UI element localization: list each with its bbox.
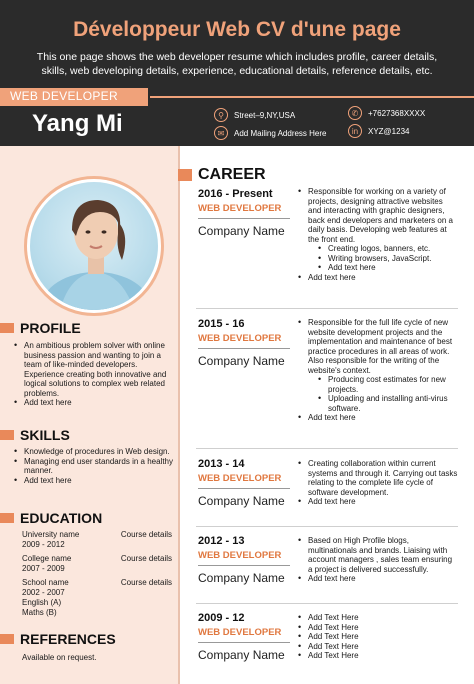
references-title: REFERENCES — [20, 631, 116, 647]
contact-address-text: Street–9,NY,USA — [234, 110, 296, 120]
school-years: 2007 - 2009 — [22, 564, 65, 573]
list-item: • Managing end user standards in a healthy manner. — [14, 457, 174, 476]
list-item: • An ambitious problem solver with online business passion and wanting to join a team of like-minded developers. Experience creating both innovative and logical solutions to complex web related problems. — [14, 341, 174, 398]
role-underline — [198, 488, 290, 489]
course-details: Course details — [120, 578, 172, 587]
school-name: University name — [22, 530, 80, 539]
course-details: Course details — [120, 554, 172, 563]
grade-english: English (A) — [22, 598, 62, 607]
list-item: • Creating logos, banners, etc. — [318, 244, 458, 254]
references-heading — [0, 631, 116, 647]
career-years: 2015 - 16 — [198, 318, 245, 330]
page-subtitle: This one page shows the web developer resume which includes profile, career details, skills, web developing details, experience, educational details, reference details, etc. — [36, 51, 438, 77]
profile-list — [14, 341, 174, 408]
career-company: Company Name — [198, 571, 285, 585]
section-marker — [0, 634, 14, 644]
career-company: Company Name — [198, 494, 285, 508]
role-underline — [198, 642, 290, 643]
contact-linkedin-text: XYZ@1234 — [368, 126, 410, 136]
header-divider — [150, 96, 474, 98]
list-item: • Responsible for working on a variety of projects, designing attractive websites and interacting with graphic designers, back end developers and marketers on a daily basis. Developing web features at the front end. — [298, 187, 458, 244]
school-name: School name — [22, 578, 69, 587]
person-name: Yang Mi — [32, 110, 123, 137]
page-title: Développeur Web CV d'une page — [73, 18, 401, 41]
career-role: WEB DEVELOPER — [198, 203, 282, 214]
list-item: • Producing cost estimates for new projects. — [318, 375, 458, 394]
career-description — [298, 613, 458, 661]
role-underline — [198, 218, 290, 219]
grade-maths: Maths (B) — [22, 608, 57, 617]
contact-address — [214, 108, 295, 122]
career-title: CAREER — [198, 166, 266, 183]
entry-divider — [196, 526, 458, 527]
list-item: • Knowledge of procedures in Web design. — [14, 447, 174, 457]
list-item: • Uploading and installing anti-virus software. — [318, 394, 458, 413]
column-divider — [178, 146, 180, 684]
avatar-illustration — [30, 182, 158, 310]
list-item: • Add Text Here — [298, 623, 458, 633]
career-company: Company Name — [198, 354, 285, 368]
education-row — [22, 554, 172, 574]
section-marker — [0, 430, 14, 440]
list-item: • Add text here — [14, 398, 174, 408]
list-item: • Add text here — [298, 574, 458, 584]
section-marker — [0, 513, 14, 523]
list-item: • Add text here — [14, 476, 174, 486]
career-role: WEB DEVELOPER — [198, 333, 282, 344]
career-description — [298, 536, 458, 584]
career-role: WEB DEVELOPER — [198, 627, 282, 638]
career-heading — [178, 166, 266, 184]
career-company: Company Name — [198, 224, 285, 238]
list-item: • Add text here — [298, 497, 458, 507]
entry-divider — [196, 308, 458, 309]
list-item: • Add text here — [298, 273, 458, 283]
career-years: 2016 - Present — [198, 188, 273, 200]
skills-heading — [0, 427, 70, 443]
career-years: 2009 - 12 — [198, 612, 245, 624]
education-heading — [0, 510, 102, 526]
contact-linkedin — [348, 124, 409, 138]
profile-heading — [0, 320, 81, 336]
list-item: • Add text here — [318, 263, 458, 273]
list-item: • Add Text Here — [298, 613, 458, 623]
entry-divider — [196, 448, 458, 449]
section-marker — [0, 323, 14, 333]
school-years: 2002 - 2007 — [22, 588, 65, 597]
education-row — [22, 578, 172, 618]
school-years: 2009 - 2012 — [22, 540, 65, 549]
section-marker — [178, 169, 192, 181]
skills-list — [14, 447, 174, 485]
phone-icon: ✆ — [348, 106, 362, 120]
role-underline — [198, 565, 290, 566]
career-description — [298, 318, 458, 423]
mail-icon: ✉ — [214, 126, 228, 140]
career-description — [298, 187, 458, 282]
education-title: EDUCATION — [20, 510, 103, 526]
education-row — [22, 530, 172, 550]
profile-title: PROFILE — [20, 320, 81, 336]
contact-phone-text: +7627368XXXX — [368, 108, 426, 118]
list-item: • Add Text Here — [298, 642, 458, 652]
career-years: 2013 - 14 — [198, 458, 245, 470]
contact-mail-text: Add Mailing Address Here — [234, 128, 327, 138]
list-item: • Add Text Here — [298, 632, 458, 642]
references-text: Available on request. — [22, 653, 97, 662]
list-item: • Add Text Here — [298, 651, 458, 661]
location-icon: ⚲ — [214, 108, 228, 122]
list-item: • Add text here — [298, 413, 458, 423]
linkedin-icon: in — [348, 124, 362, 138]
career-company: Company Name — [198, 648, 285, 662]
course-details: Course details — [120, 530, 172, 539]
contact-mail — [214, 126, 327, 140]
skills-title: SKILLS — [20, 427, 70, 443]
profile-photo — [30, 182, 158, 310]
career-description — [298, 459, 458, 507]
role-tag: WEB DEVELOPER — [10, 89, 118, 103]
career-role: WEB DEVELOPER — [198, 550, 282, 561]
list-item: • Based on High Profile blogs, multinationals and brands. Liaising with account managers , sales team ensuring a project is delivered successfully. — [298, 536, 458, 574]
contact-phone — [348, 106, 425, 120]
school-name: College name — [22, 554, 72, 563]
list-item: • Writing browsers, JavaScript. — [318, 254, 458, 264]
career-role: WEB DEVELOPER — [198, 473, 282, 484]
list-item: • Responsible for the full life cycle of new website development projects and the implementation and maintenance of best practice procedures in all areas of work. Also responsible for the writing of the website's context. — [298, 318, 458, 375]
role-underline — [198, 348, 290, 349]
career-years: 2012 - 13 — [198, 535, 245, 547]
entry-divider — [196, 603, 458, 604]
list-item: • Creating collaboration within current systems and through it. Carrying out tasks relating to the complete life cycle of software development. — [298, 459, 458, 497]
